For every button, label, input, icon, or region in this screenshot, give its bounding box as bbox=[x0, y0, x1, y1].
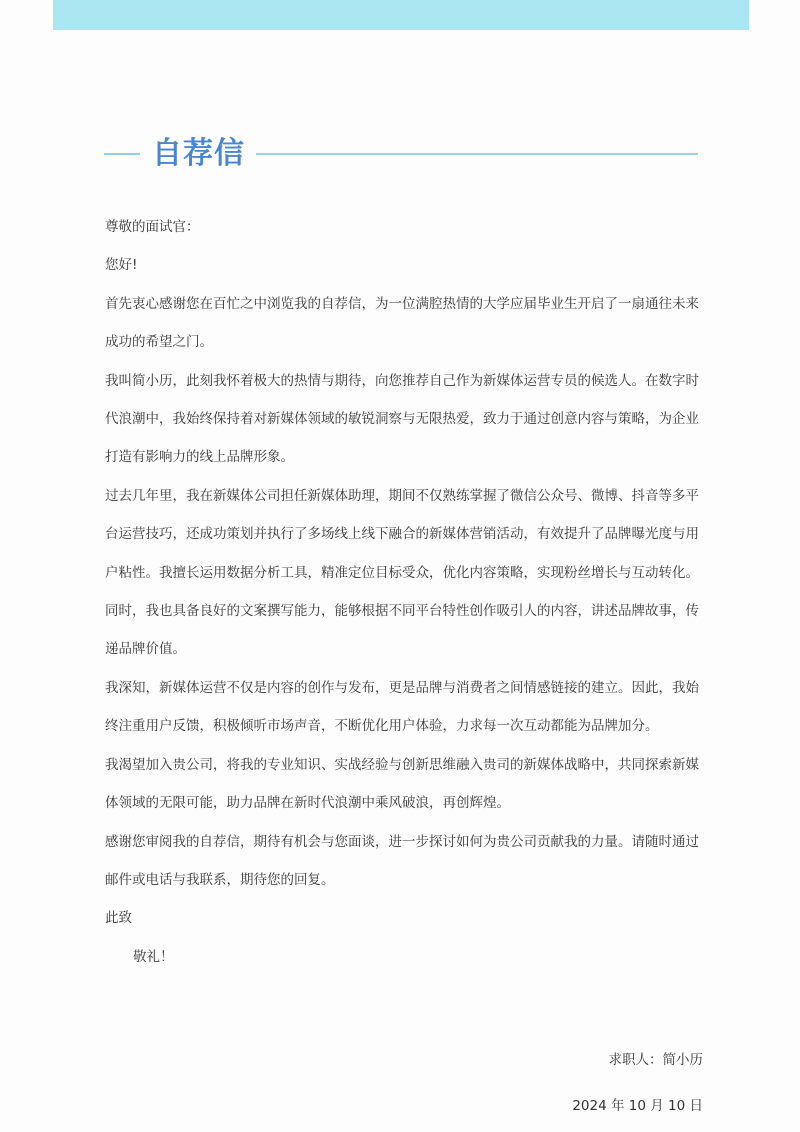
title-row bbox=[104, 132, 698, 176]
greeting: 您好! bbox=[105, 257, 138, 274]
date: 2024 年 10 月 10 日 bbox=[572, 1098, 703, 1114]
closing: 此致 bbox=[105, 910, 132, 927]
regards: 敬礼！ bbox=[133, 948, 174, 965]
paragraph-experience: 过去几年里，我在新媒体公司担任新媒体助理，期间不仅熟练掌握了微信公众号、微博、抖音等多平台运营技巧，还成功策划并执行了多场线上线下融合的新媒体营销活动，有效提升了品牌曝光度与用户粘性。我擅长运用数据分析工具，精准定位目标受众，优化内容策略，实现粉丝增长与互动转化。同时，我也具备良好的文案撰写能力，能够根据不同平台特性创作吸引人的内容，讲述品牌故事，传递品牌价值。 bbox=[105, 487, 699, 658]
signature: 求职人：简小历 bbox=[608, 1052, 703, 1068]
paragraph-aspiration: 我渴望加入贵公司，将我的专业知识、实战经验与创新思维融入贵司的新媒体战略中，共同探索新媒体领域的无限可能，助力品牌在新时代浪潮中乘风破浪，再创辉煌。 bbox=[105, 756, 699, 812]
letter-body bbox=[105, 208, 705, 976]
title-divider-right bbox=[256, 153, 698, 155]
top-banner bbox=[53, 0, 749, 30]
title-divider-left bbox=[104, 153, 140, 155]
salutation: 尊敬的面试官： bbox=[105, 219, 200, 235]
paragraph-understanding: 我深知，新媒体运营不仅是内容的创作与发布，更是品牌与消费者之间情感链接的建立。因此，我始终注重用户反馈，积极倾听市场声音，不断优化用户体验，力求每一次互动都能为品牌加分。 bbox=[105, 679, 699, 735]
paragraph-thanks: 感谢您审阅我的自荐信，期待有机会与您面谈，进一步探讨如何为贵公司贡献我的力量。请随时通过邮件或电话与我联系，期待您的回复。 bbox=[105, 833, 699, 888]
paragraph-intro: 首先衷心感谢您在百忙之中浏览我的自荐信，为一位满腔热情的大学应届毕业生开启了一扇通往未来成功的希望之门。 bbox=[105, 295, 699, 351]
page-title: 自荐信 bbox=[152, 136, 245, 171]
paragraph-self-intro: 我叫简小历，此刻我怀着极大的热情与期待，向您推荐自己作为新媒体运营专员的候选人。在数字时代浪潮中，我始终保持着对新媒体领域的敏锐洞察与无限热爱，致力于通过创意内容与策略，为企业打造有影响力的线上品牌形象。 bbox=[105, 372, 699, 466]
